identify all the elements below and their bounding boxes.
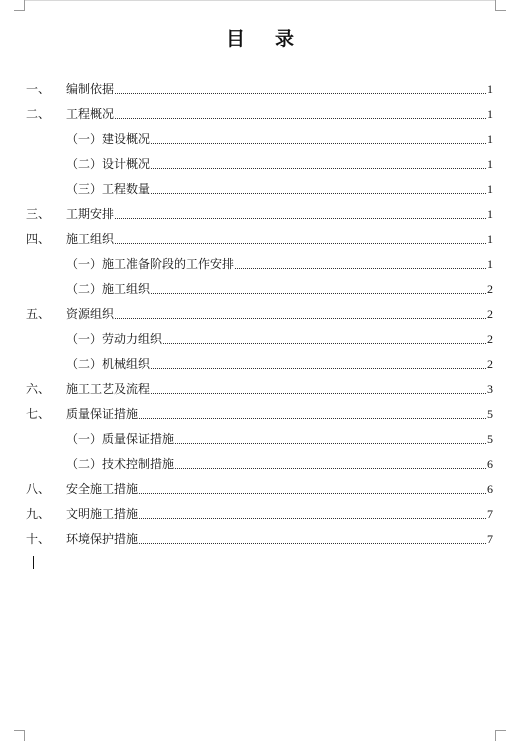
- toc-entry-page-number: 1: [487, 182, 493, 196]
- toc-dot-leader: [115, 242, 486, 244]
- toc-entry-page-number: 5: [487, 407, 493, 421]
- toc-entry-page-number: 1: [487, 82, 493, 96]
- toc-dot-leader: [151, 192, 486, 194]
- toc-entry-page-number: 6: [487, 482, 493, 496]
- toc-entry[interactable]: [0, 355, 520, 373]
- toc-dot-leader: [115, 117, 486, 119]
- toc-entry-label: （一）施工准备阶段的工作安排: [66, 257, 235, 271]
- toc-entry-number: 六、: [26, 382, 51, 396]
- toc-entry[interactable]: [0, 330, 520, 348]
- toc-entry[interactable]: [0, 155, 520, 173]
- toc-dot-leader: [151, 292, 486, 294]
- text-cursor: [33, 556, 34, 569]
- toc-dot-leader: [151, 367, 486, 369]
- title-part-1: 目: [225, 28, 245, 50]
- toc-entry[interactable]: [0, 280, 520, 298]
- toc-dot-leader: [115, 92, 486, 94]
- toc-entry-number: 十、: [26, 532, 51, 546]
- toc-entry-page-number: 1: [487, 207, 493, 221]
- toc-dot-leader: [139, 492, 486, 494]
- title-part-2: 录: [275, 28, 295, 50]
- toc-entry-page-number: 3: [487, 382, 493, 396]
- toc-dot-leader: [139, 417, 486, 419]
- toc-dot-leader: [151, 142, 486, 144]
- toc-entry[interactable]: [0, 80, 520, 98]
- toc-entry-label: （二）设计概况: [66, 157, 151, 171]
- toc-entry[interactable]: [0, 205, 520, 223]
- toc-entry[interactable]: [0, 305, 520, 323]
- toc-entry-page-number: 6: [487, 457, 493, 471]
- toc-entry-label: 质量保证措施: [66, 407, 139, 421]
- page-corner-mark-top-right: [495, 0, 506, 11]
- toc-entry-label: 资源组织: [66, 307, 115, 321]
- page-corner-mark-bottom-right: [495, 730, 506, 741]
- toc-entry[interactable]: [0, 530, 520, 548]
- toc-entry-label: 文明施工措施: [66, 507, 139, 521]
- toc-entry-label: （三）工程数量: [66, 182, 151, 196]
- toc-dot-leader: [115, 217, 486, 219]
- toc-entry-page-number: 2: [487, 332, 493, 346]
- toc-entry[interactable]: [0, 455, 520, 473]
- toc-dot-leader: [235, 267, 486, 269]
- toc-entry-number: 九、: [26, 507, 51, 521]
- toc-entry-number: 八、: [26, 482, 51, 496]
- toc-entry-number: 七、: [26, 407, 51, 421]
- toc-dot-leader: [175, 467, 486, 469]
- toc-entry-number: 五、: [26, 307, 51, 321]
- toc-entry[interactable]: [0, 480, 520, 498]
- toc-entry-page-number: 1: [487, 232, 493, 246]
- page-title: [0, 24, 520, 51]
- toc-entry[interactable]: [0, 380, 520, 398]
- toc-dot-leader: [163, 342, 486, 344]
- toc-entry-page-number: 1: [487, 107, 493, 121]
- toc-entry-label: 施工组织: [66, 232, 115, 246]
- toc-entry-label: （二）机械组织: [66, 357, 151, 371]
- page-corner-mark-bottom-left: [14, 730, 25, 741]
- toc-entry[interactable]: [0, 105, 520, 123]
- toc-entry-label: （一）劳动力组织: [66, 332, 163, 346]
- toc-entry-page-number: 7: [487, 507, 493, 521]
- toc-entry[interactable]: [0, 130, 520, 148]
- toc-entry-number: 四、: [26, 232, 51, 246]
- toc-dot-leader: [139, 517, 486, 519]
- toc-entry-label: （二）施工组织: [66, 282, 151, 296]
- toc-entry-number: 一、: [26, 82, 51, 96]
- toc-entry-label: 编制依据: [66, 82, 115, 96]
- toc-entry-label: 安全施工措施: [66, 482, 139, 496]
- toc-entry-page-number: 7: [487, 532, 493, 546]
- toc-entry[interactable]: [0, 255, 520, 273]
- page-top-edge: [25, 0, 495, 1]
- toc-entry-number: 二、: [26, 107, 51, 121]
- toc-dot-leader: [115, 317, 486, 319]
- toc-entry[interactable]: [0, 230, 520, 248]
- toc-entry-label: （二）技术控制措施: [66, 457, 175, 471]
- toc-entry[interactable]: [0, 505, 520, 523]
- toc-entry-number: 三、: [26, 207, 51, 221]
- toc-entry-label: 环境保护措施: [66, 532, 139, 546]
- toc-entry-label: （一）建设概况: [66, 132, 151, 146]
- toc-dot-leader: [139, 542, 486, 544]
- toc-entry-label: 工程概况: [66, 107, 115, 121]
- toc-entry[interactable]: [0, 180, 520, 198]
- toc-entry[interactable]: [0, 430, 520, 448]
- toc-entry-page-number: 2: [487, 307, 493, 321]
- toc-entry-page-number: 2: [487, 282, 493, 296]
- toc-dot-leader: [151, 392, 486, 394]
- toc-entry-label: 工期安排: [66, 207, 115, 221]
- toc-entry-page-number: 5: [487, 432, 493, 446]
- toc-dot-leader: [151, 167, 486, 169]
- toc-entry-label: （一）质量保证措施: [66, 432, 175, 446]
- page-corner-mark-top-left: [14, 0, 25, 11]
- toc-entry-page-number: 1: [487, 132, 493, 146]
- toc-entry-page-number: 1: [487, 257, 493, 271]
- toc-entry-label: 施工工艺及流程: [66, 382, 151, 396]
- toc-entry-page-number: 2: [487, 357, 493, 371]
- toc-entry-page-number: 1: [487, 157, 493, 171]
- toc-dot-leader: [175, 442, 486, 444]
- toc-entry[interactable]: [0, 405, 520, 423]
